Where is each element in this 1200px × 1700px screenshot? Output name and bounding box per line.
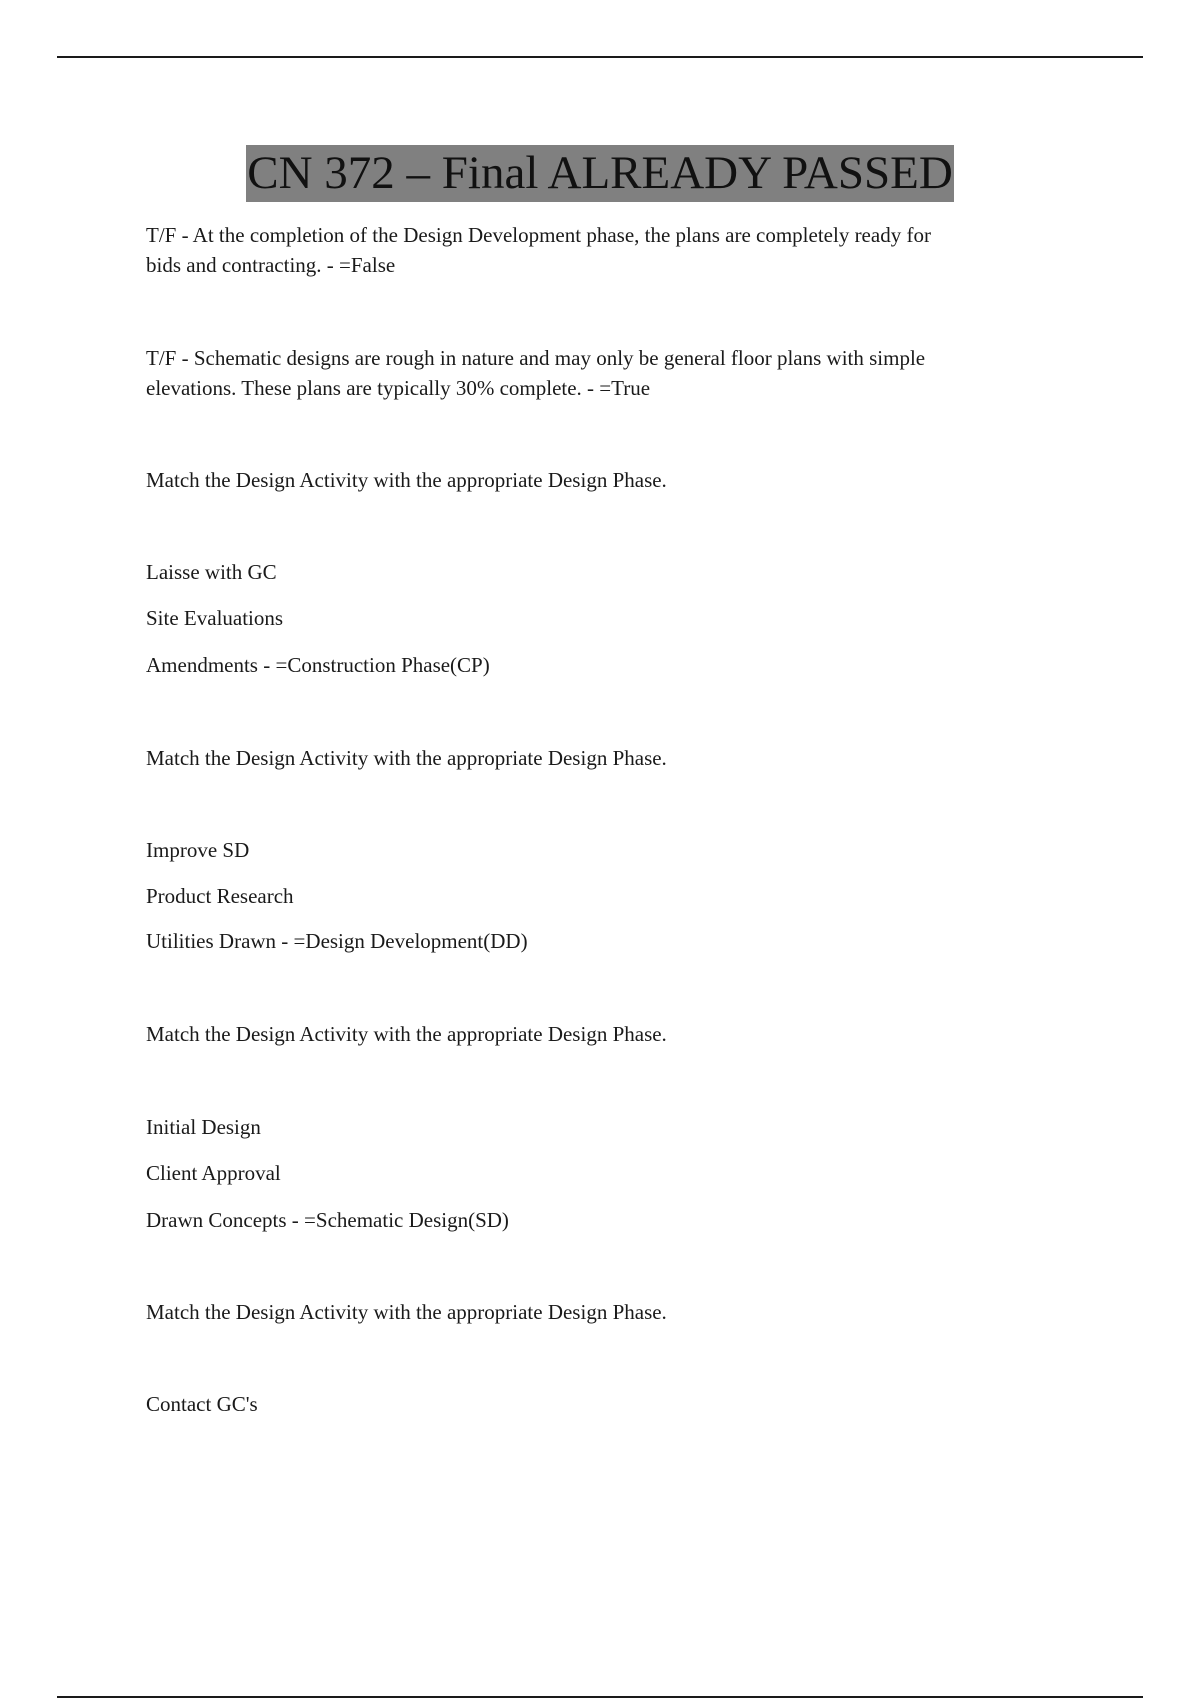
match-prompt-3: Match the Design Activity with the appropriate Design Phase. [146, 1022, 667, 1046]
match-prompt-1: Match the Design Activity with the appropriate Design Phase. [146, 468, 667, 492]
footer-divider [57, 1696, 1143, 1698]
question-2-line-2: elevations. These plans are typically 30% complete. - =True [146, 376, 651, 400]
header-divider [57, 56, 1143, 58]
activity-item: Laisse with GC [146, 560, 277, 584]
activity-answer: Drawn Concepts - =Schematic Design(SD) [146, 1208, 509, 1232]
question-1-line-2: bids and contracting. - =False [146, 253, 396, 277]
activity-item: Improve SD [146, 838, 250, 862]
activity-item: Site Evaluations [146, 606, 284, 630]
activity-answer: Amendments - =Construction Phase(CP) [146, 653, 490, 677]
activity-item: Product Research [146, 884, 294, 908]
activity-item: Initial Design [146, 1115, 261, 1139]
activity-answer: Utilities Drawn - =Design Development(DD) [146, 929, 528, 953]
match-prompt-4: Match the Design Activity with the appropriate Design Phase. [146, 1300, 667, 1324]
question-2-line-1: T/F - Schematic designs are rough in nature and may only be general floor plans with simple [146, 346, 926, 370]
match-prompt-2: Match the Design Activity with the appropriate Design Phase. [146, 746, 667, 770]
activity-item: Contact GC's [146, 1392, 258, 1416]
title-container [0, 145, 1200, 202]
question-1-line-1: T/F - At the completion of the Design Development phase, the plans are completely ready for [146, 223, 931, 247]
document-title: CN 372 – Final ALREADY PASSED [246, 145, 954, 202]
activity-item: Client Approval [146, 1161, 281, 1185]
